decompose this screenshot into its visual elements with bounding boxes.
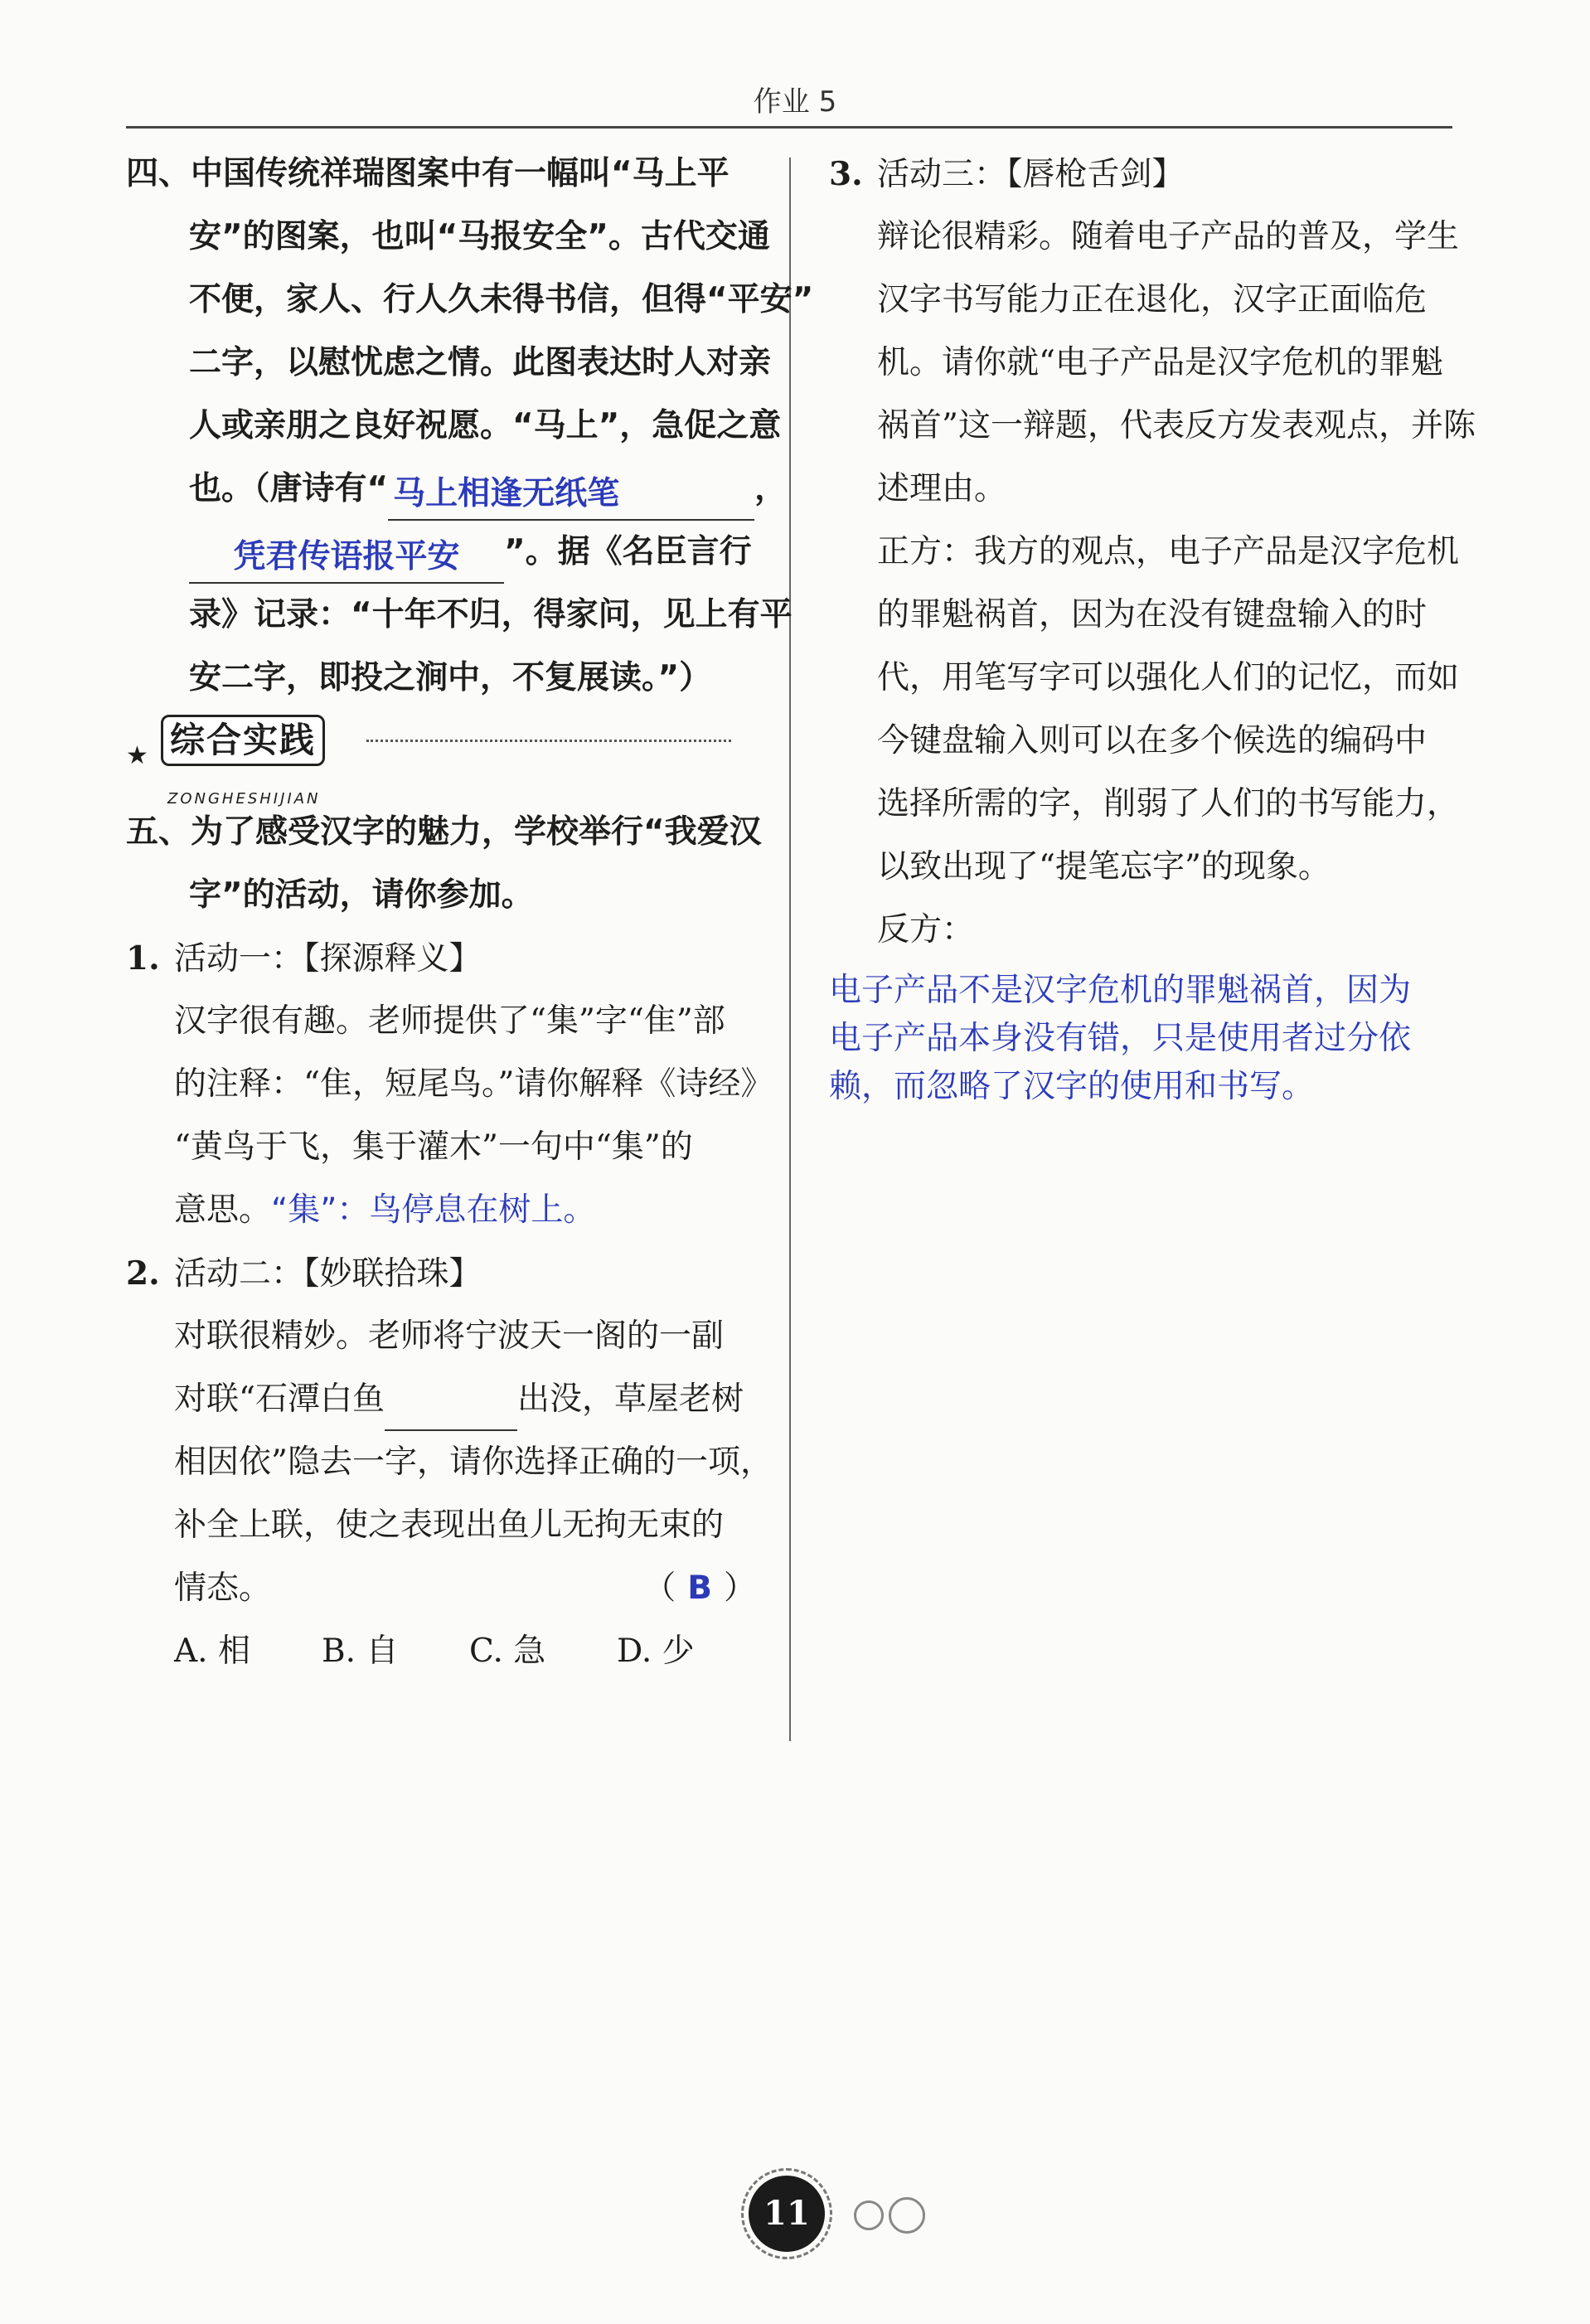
- act3-title: 活动三：【唇枪舌剑】: [877, 156, 1185, 193]
- act2-answer-paren: [643, 1557, 756, 1620]
- act3-number: 3.: [829, 155, 863, 193]
- q4-line-7: [126, 521, 756, 584]
- q5-line-1: 五、为了感受汉字的魅力，学校举行“我爱汉: [126, 813, 762, 851]
- paren-open: （: [643, 1570, 676, 1607]
- act2-options: [126, 1620, 756, 1683]
- act1-title-line: [126, 927, 756, 990]
- act2-line-1: 对联很精妙。老师将宁波天一阁的一副: [174, 1317, 725, 1355]
- act2-line-4: 补全上联，使之表现出鱼儿无拘无束的: [174, 1506, 725, 1544]
- act2-line-3: 相因依”隐去一字，请你选择正确的一项，: [174, 1443, 773, 1481]
- header-rule: [126, 126, 1452, 129]
- act2-title: 活动二：【妙联拾珠】: [174, 1255, 482, 1293]
- option-d: D. 少: [617, 1633, 695, 1670]
- act3-title-line: [829, 143, 1459, 206]
- act2-line-2-prefix: 对联“石潭白鱼: [174, 1380, 385, 1418]
- q4-line-1: 四、中国传统祥瑞图案中有一幅叫“马上平: [126, 155, 730, 192]
- act1-number: 1.: [126, 939, 160, 978]
- paren-close: ）: [723, 1570, 756, 1607]
- con-answer: [829, 967, 1459, 1111]
- option-c: C. 急: [469, 1633, 546, 1670]
- section-pinyin: ZONGHESHIJIAN: [167, 790, 321, 808]
- column-divider: [789, 158, 791, 1741]
- q4-line-6-prefix: 也。（唐诗有“: [189, 470, 389, 507]
- decor-circle-small: [854, 2200, 884, 2230]
- act2-last-line: 情态。: [174, 1570, 272, 1607]
- act2-line-5: [126, 1557, 756, 1620]
- q4-line-3: 不便，家人、行人久未得书信，但得“平安”: [189, 281, 814, 318]
- act2-line-2: [126, 1368, 756, 1431]
- option-a: A. 相: [174, 1633, 250, 1670]
- page-number-badge: [749, 2176, 825, 2252]
- act3-line-4: 祸首”这一辩题，代表反方发表观点，并陈: [877, 407, 1476, 444]
- q4-line-9: 安二字，即投之涧中，不复展读。”）: [189, 659, 712, 696]
- con-answer-line-2: 电子产品本身没有错，只是使用者过分依: [829, 1020, 1412, 1057]
- act3-line-3: 机。请你就“电子产品是汉字危机的罪魁: [877, 344, 1443, 381]
- con-label: 反方：: [877, 911, 975, 949]
- act1-line-1: 汉字很有趣。老师提供了“集”字“隹”部: [174, 1002, 725, 1040]
- q4-line-6-suffix: ，: [754, 470, 788, 507]
- q4-line-2: 安”的图案，也叫“马报安全”。古代交通: [189, 218, 770, 255]
- pro-line-5: 选择所需的字，削弱了人们的书写能力，: [877, 785, 1460, 822]
- q4-line-8: 录》记录：“十年不归，得家问，见上有平: [189, 596, 793, 633]
- page-header-title: 作业 5: [753, 85, 837, 119]
- act1-line-3: “黄鸟于飞，集于灌木”一句中“集”的: [174, 1128, 693, 1166]
- q4-line-5: 人或亲朋之良好祝愿。“马上”，急促之意: [189, 407, 782, 444]
- q4-line-4: 二字，以慰忧虑之情。此图表达时人对亲: [189, 344, 772, 381]
- pro-line-2: 的罪魁祸首，因为在没有键盘输入的时: [877, 596, 1428, 633]
- q5-line-2: 字”的活动，请你参加。: [189, 876, 534, 914]
- pro-line-1: 正方：我方的观点，电子产品是汉字危机: [877, 533, 1460, 570]
- q4-answer-blank-2: 凭君传语报平安: [189, 532, 504, 584]
- con-answer-line-1: 电子产品不是汉字危机的罪魁祸首，因为: [829, 972, 1412, 1009]
- q4-answer-blank-1: 马上相逢无纸笔: [388, 469, 754, 521]
- act3-line-1: 辩论很精彩。随着电子产品的普及，学生: [877, 218, 1460, 255]
- act1-answer: “集”：鸟停息在树上。: [271, 1191, 596, 1229]
- act2-answer: B: [687, 1570, 712, 1607]
- act1-line-4: [126, 1179, 756, 1242]
- act1-line-2: 的注释：“隹，短尾鸟。”请你解释《诗经》: [174, 1065, 773, 1103]
- act2-line-2-suffix: 出没，草屋老树: [516, 1380, 744, 1418]
- act1-answer-prefix: 意思。: [174, 1191, 272, 1229]
- act1-title: 活动一：【探源释义】: [174, 940, 482, 978]
- act2-title-line: [126, 1242, 756, 1305]
- act3-line-5: 述理由。: [877, 470, 1007, 507]
- page-number: 11: [749, 2176, 825, 2252]
- q4-line-7-suffix: ”。据《名臣言行: [504, 533, 752, 570]
- decor-circle-large: [889, 2197, 925, 2234]
- option-b: B. 自: [322, 1633, 399, 1670]
- section-banner: [126, 710, 756, 808]
- right-column: [829, 143, 1476, 1111]
- section-title: 综合实践: [161, 715, 325, 766]
- pro-line-4: 今键盘输入则可以在多个候选的编码中: [877, 722, 1428, 759]
- dotted-line: [366, 740, 731, 742]
- act2-number: 2.: [126, 1254, 160, 1293]
- act3-line-2: 汉字书写能力正在退化，汉字正面临危: [877, 281, 1428, 318]
- star-icon: ★: [126, 741, 148, 770]
- con-answer-line-3: 赖，而忽略了汉字的使用和书写。: [829, 1068, 1315, 1105]
- pro-line-6: 以致出现了“提笔忘字”的现象。: [877, 848, 1331, 885]
- pro-line-3: 代，用笔写字可以强化人们的记忆，而如: [877, 659, 1460, 696]
- left-column: [126, 143, 814, 1683]
- q4-line-6: [126, 458, 788, 521]
